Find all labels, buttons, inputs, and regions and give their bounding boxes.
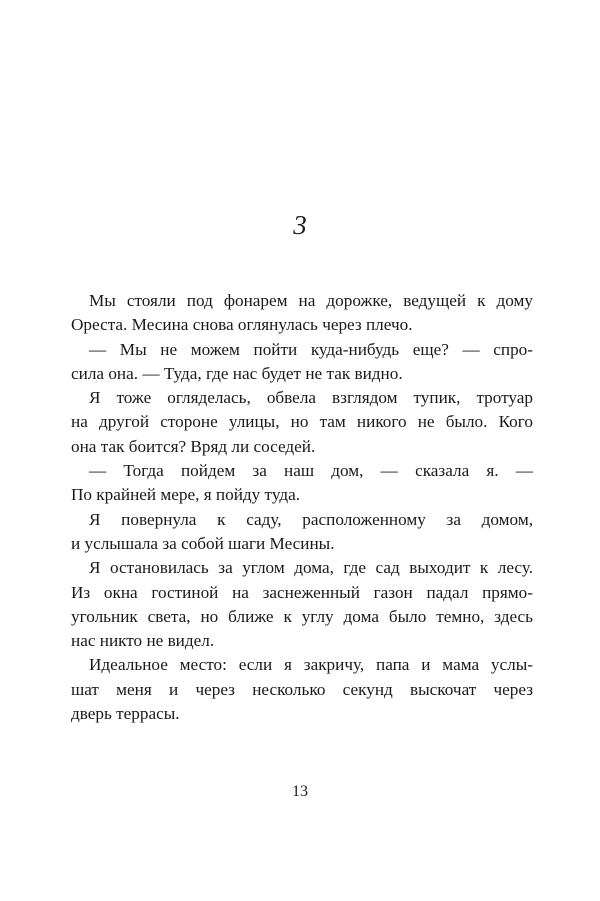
chapter-text	[71, 289, 533, 726]
paragraph	[71, 289, 533, 338]
paragraph	[71, 338, 533, 387]
text-line: она так боится? Вряд ли соседей.	[71, 436, 316, 456]
paragraph	[71, 459, 533, 508]
text-line: на другой стороне улицы, но там никого не было. Кого	[71, 412, 533, 432]
text-line: — Тогда пойдем за наш дом, — сказала я. —	[89, 461, 533, 481]
paragraph	[71, 386, 533, 459]
text-line: Ореста. Месина снова оглянулась через плечо.	[71, 315, 413, 335]
text-line: угольник света, но ближе к углу дома было темно, здесь	[71, 606, 533, 626]
text-line: Я повернула к саду, расположенному за домом,	[89, 509, 533, 529]
text-line: Я тоже огляделась, обвела взглядом тупик, тротуар	[89, 388, 533, 408]
text-line: и услышала за собой шаги Месины.	[71, 533, 335, 553]
text-line: Идеальное место: если я закричу, папа и мама услы-	[89, 655, 533, 675]
text-line: шат меня и через несколько секунд выскочат через	[71, 679, 533, 699]
text-line: нас никто не видел.	[71, 631, 215, 651]
paragraph	[71, 653, 533, 726]
paragraph	[71, 556, 533, 653]
text-line: Из окна гостиной на заснеженный газон падал прямо-	[71, 582, 533, 602]
paragraph	[71, 508, 533, 557]
text-line: Я остановилась за углом дома, где сад выходит к лесу.	[89, 558, 533, 578]
text-line: — Мы не можем пойти куда-нибудь еще? — спро-	[89, 339, 533, 359]
text-line: По крайней мере, я пойду туда.	[71, 485, 301, 505]
chapter-number: 3	[293, 210, 307, 240]
text-line: дверь террасы.	[71, 704, 180, 724]
text-line: Мы стояли под фонарем на дорожке, ведущей к дому	[89, 291, 533, 310]
page-number: 13	[292, 783, 308, 800]
text-line: сила она. — Туда, где нас будет не так видно.	[71, 363, 403, 383]
